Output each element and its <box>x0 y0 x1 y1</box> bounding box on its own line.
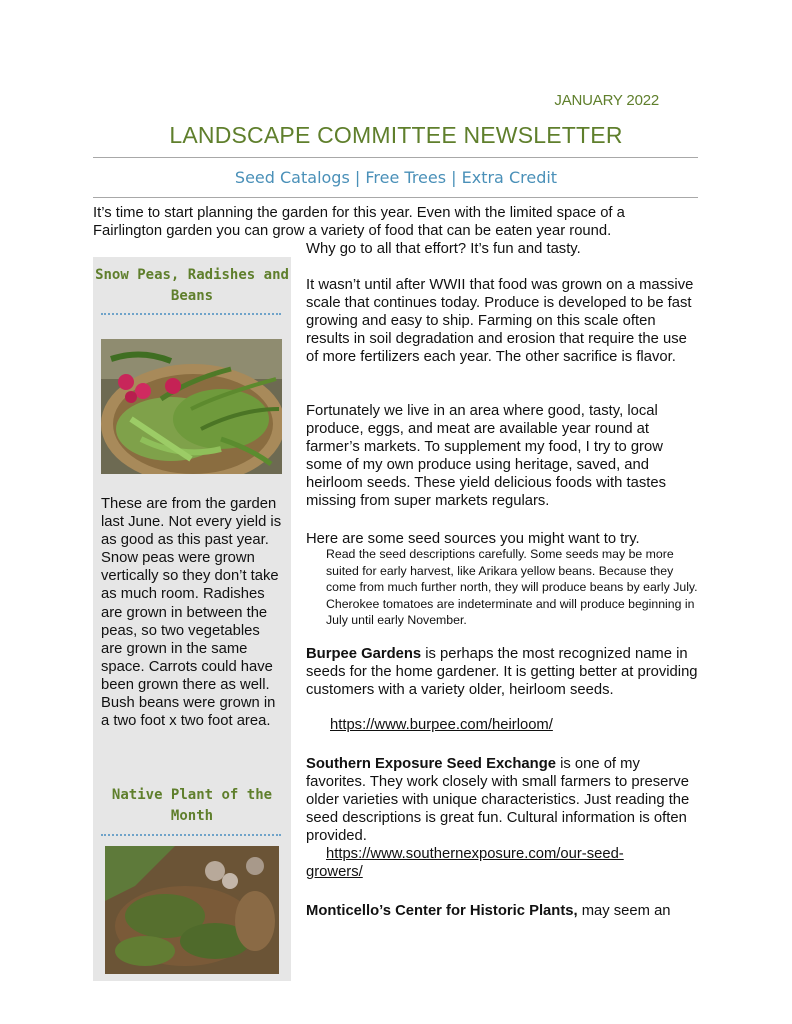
divider <box>93 157 698 158</box>
divider <box>93 197 698 198</box>
sidebar <box>93 257 291 981</box>
article-paragraph-1: It wasn’t until after WWII that food was grown on a massive scale that continues today. Produce is developed to be fast growing and easy to ship. Farming on this scale often results in soil degradation and erosion that require the use of more fertilizers each year. The other sacrifice is flavor. <box>306 277 694 365</box>
intro-line-3: Why go to all that effort? It’s fun and tasty. <box>306 241 581 257</box>
monticello-text: may seem an <box>577 903 671 919</box>
southern-exposure-link-1[interactable]: https://www.southernexposure.com/our-seed- <box>326 846 624 862</box>
article-paragraph-3: Here are some seed sources you might want to try. <box>306 531 640 547</box>
dotted-divider <box>101 834 281 836</box>
sidebar-heading-native-plant: Native Plant of the Month <box>111 787 273 824</box>
issue-date: JANUARY 2022 <box>554 92 659 109</box>
intro-line-1: It’s time to start planning the garden for this year. Even with the limited space of a <box>93 205 625 221</box>
southern-exposure-text: is one of my favorites. They work closely with small farmers to preserve older varieties with unique characteristics. Just reading the seed descriptions is great fun. Cultural information is often provided. <box>306 756 690 844</box>
burpee-paragraph <box>306 645 698 699</box>
burpee-text: is perhaps the most recognized name in seeds for the home gardener. It is getting better at providing customers with a variety older, heirloom seeds. <box>306 646 698 698</box>
intro-paragraph <box>93 204 693 240</box>
dotted-divider <box>101 313 281 315</box>
southern-exposure-link-wrap <box>306 845 698 881</box>
sidebar-caption: These are from the garden last June. Not every yield is as good as this past year. Snow peas were grown vertically so they don’t take as much room. Radishes are grown in between the peas, so two vegetables are grown in the same space. Carrots could have been grown there as well. Bush beans were grown in a two foot x two foot area. <box>101 496 282 730</box>
southern-exposure-paragraph <box>306 755 698 845</box>
seed-note: Read the seed descriptions carefully. Some seeds may be more suited for early harvest, like Arikara yellow beans. Because they come from much further north, they will produce beans by early July. Cherokee tomatoes are indeterminate and will produce beginning in July until early November. <box>326 547 698 627</box>
subtitle: Seed Catalogs | Free Trees | Extra Credit <box>234 168 558 187</box>
burpee-link-wrap <box>330 716 722 734</box>
peas-radishes-photo <box>101 339 282 474</box>
monticello-paragraph <box>306 902 698 920</box>
burpee-name: Burpee Gardens <box>306 646 422 662</box>
native-plant-photo <box>105 846 279 974</box>
intro-line-2: Fairlington garden you can grow a variety of food that can be eaten year round. <box>93 223 612 239</box>
monticello-name: Monticello’s Center for Historic Plants, <box>306 903 578 919</box>
burpee-link[interactable]: https://www.burpee.com/heirloom/ <box>330 717 553 733</box>
sidebar-heading-peas: Snow Peas, Radishes and Beans <box>95 267 289 304</box>
article-paragraph-2: Fortunately we live in an area where good, tasty, local produce, eggs, and meat are available year round at farmer’s markets. To supplement my food, I try to grow some of my own produce using heritage, saved, and heirloom seeds. These yield delicious foods with tastes missing from super markets regulars. <box>306 403 666 509</box>
page-title: LANDSCAPE COMMITTEE NEWSLETTER <box>169 122 623 148</box>
southern-exposure-link-2[interactable]: growers/ <box>306 864 363 880</box>
southern-exposure-name: Southern Exposure Seed Exchange <box>306 756 556 772</box>
